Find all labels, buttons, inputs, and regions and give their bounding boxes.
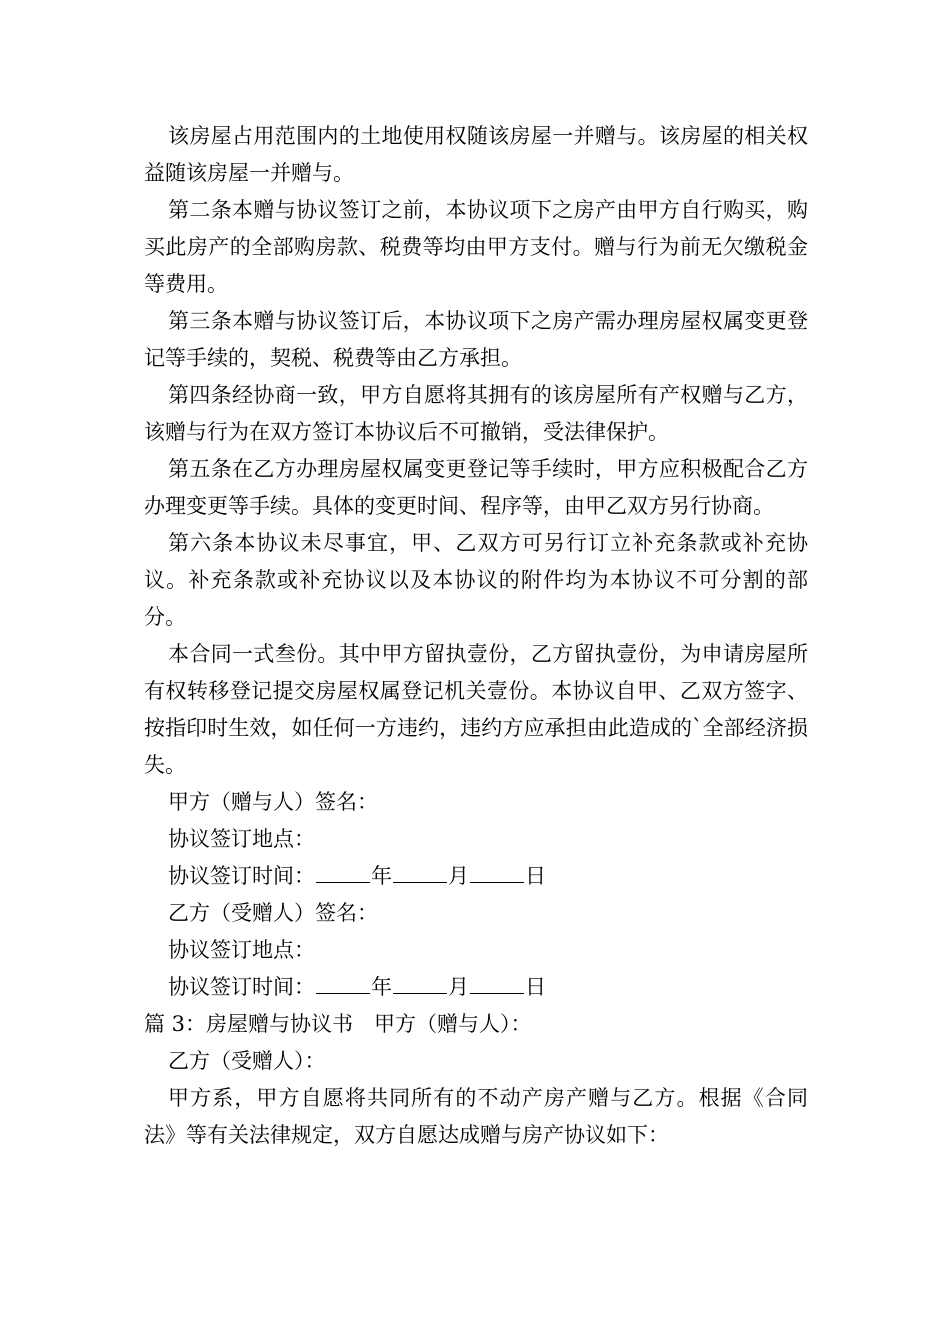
month-label: 月: [448, 975, 469, 999]
day-blank: [470, 862, 524, 883]
party-a-signature-line: 甲方（赠与人）签名：: [168, 790, 378, 814]
paragraph-article-3: 第三条本赠与协议签订后，本协议项下之房产需办理房屋权属变更登记等手续的，契税、税费等由乙方承担。: [144, 309, 808, 370]
document-body: [144, 118, 808, 1154]
day-label: 日: [525, 864, 546, 888]
party-a-date-line: [144, 858, 808, 895]
party-b-place-line: 协议签订地点：: [168, 938, 315, 962]
section-3-party-b: 乙方（受赠人）：: [168, 1049, 326, 1073]
paragraph-article-5: 第五条在乙方办理房屋权属变更登记等手续时，甲方应积极配合乙方办理变更等手续。具体的变更时间、程序等，由甲乙双方另行协商。: [144, 457, 808, 518]
paragraph-article-2: 第二条本赠与协议签订之前，本协议项下之房产由甲方自行购买，购买此房产的全部购房款、税费等均由甲方支付。赠与行为前无欠缴税金等费用。: [144, 198, 808, 296]
day-blank: [470, 973, 524, 994]
party-a-date-label: 协议签订时间：: [168, 864, 315, 888]
paragraph-article-6: 第六条本协议未尽事宜，甲、乙双方可另行订立补充条款或补充协议。补充条款或补充协议以及本协议的附件均为本协议不可分割的部分。: [144, 531, 808, 629]
month-blank: [393, 862, 447, 883]
year-blank: [316, 973, 370, 994]
year-label: 年: [371, 864, 392, 888]
month-blank: [393, 973, 447, 994]
paragraph-copies-clause: 本合同一式叁份。其中甲方留执壹份，乙方留执壹份，为申请房屋所有权转移登记提交房屋权属登记机关壹份。本协议自甲、乙双方签字、按指印时生效，如任何一方违约，违约方应承担由此造成的`全部经济损失。: [144, 642, 808, 777]
month-label: 月: [448, 864, 469, 888]
section-3-heading: 篇 3：房屋赠与协议书 甲方（赠与人）：: [144, 1012, 532, 1036]
day-label: 日: [525, 975, 546, 999]
party-b-date-line: [144, 969, 808, 1006]
year-label: 年: [371, 975, 392, 999]
paragraph-article-4: 第四条经协商一致，甲方自愿将其拥有的该房屋所有产权赠与乙方，该赠与行为在双方签订本协议后不可撤销，受法律保护。: [144, 383, 808, 444]
party-a-place-line: 协议签订地点：: [168, 827, 315, 851]
year-blank: [316, 862, 370, 883]
section-3-intro: 甲方系，甲方自愿将共同所有的不动产房产赠与乙方。根据《合同法》等有关法律规定，双方自愿达成赠与房产协议如下：: [144, 1086, 808, 1147]
party-b-date-label: 协议签订时间：: [168, 975, 315, 999]
paragraph-land-use-rights: 该房屋占用范围内的土地使用权随该房屋一并赠与。该房屋的相关权益随该房屋一并赠与。: [144, 124, 808, 185]
party-b-signature-line: 乙方（受赠人）签名：: [168, 901, 378, 925]
